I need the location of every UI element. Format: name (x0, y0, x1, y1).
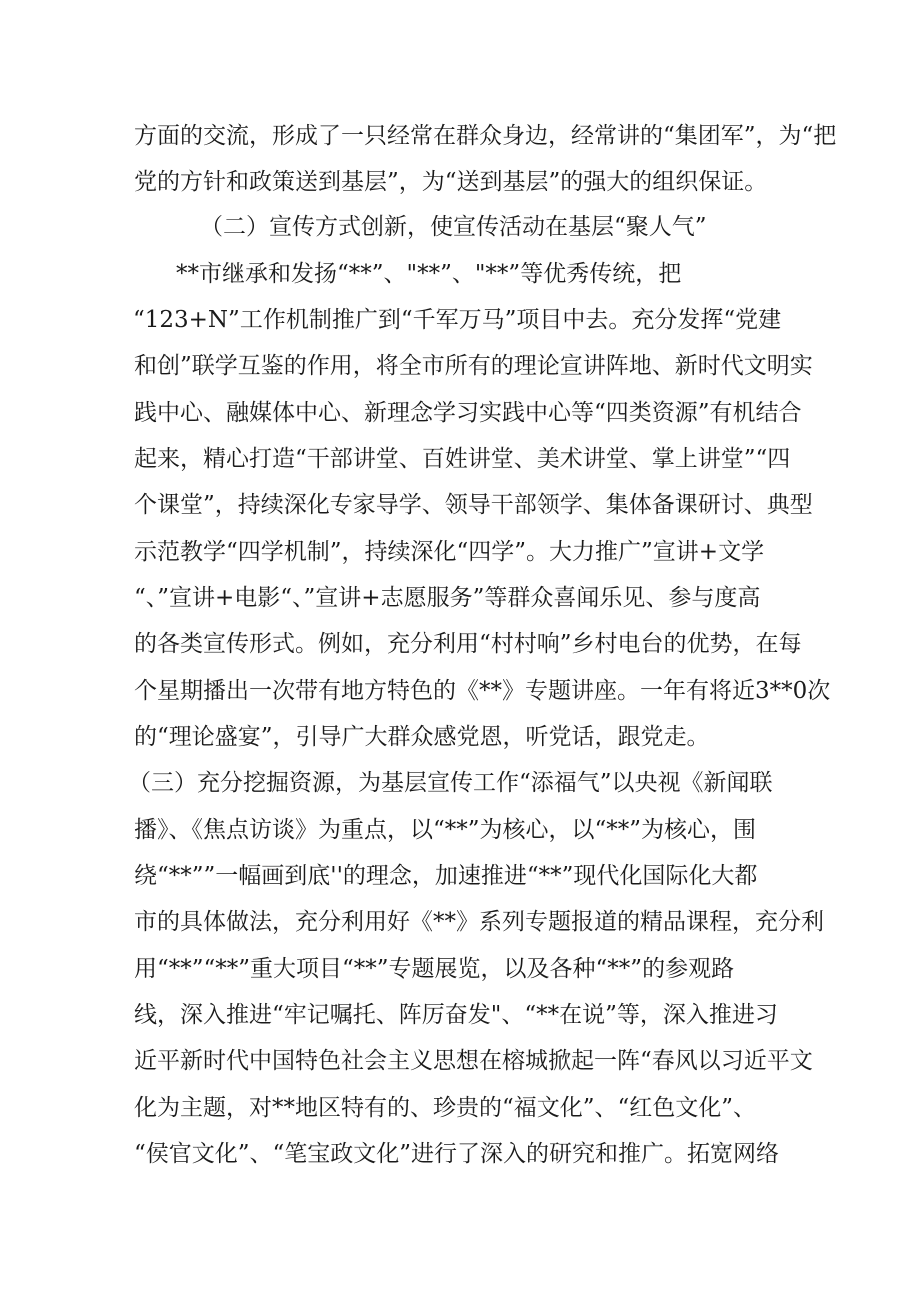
text-line-13: 个星期播出一次带有地方特色的《**》专题讲座。一年有将近3**0次 (134, 678, 831, 704)
text-line-22: 化为主题，对**地区特有的、珍贵的“福文化”、“红色文化”、 (134, 1095, 757, 1121)
text-line-19: 用“**”“**”重大项目“**”专题展览，以及各种“**”的参观路 (134, 956, 735, 982)
section-heading-3: （三）充分挖掘资源，为基层宣传工作“添福气”以央视《新闻联 (128, 770, 773, 796)
text-line-21: 近平新时代中国特色社会主义思想在榕城掀起一阵“春风以习近平文 (134, 1048, 813, 1074)
text-line-14: 的“理论盛宴”，引导广大群众感党恩，听党话，跟党走。 (134, 724, 710, 750)
text-line-11: “、”宣讲+电影“、”宣讲+志愿服务”等群众喜闻乐见、参与度高 (134, 585, 761, 611)
text-line-18: 市的具体做法，充分利用好《**》系列专题报道的精品课程，充分利 (134, 909, 824, 935)
text-line-16: 播》、《焦点访谈》为重点，以“**”为核心，以“**”为核心，围 (134, 817, 757, 843)
section-heading-2: （二）宣传方式创新，使宣传活动在基层“聚人气” (200, 214, 707, 240)
text-line-8: 起来，精心打造“干部讲堂、百姓讲堂、美术讲堂、掌上讲堂”“四 (134, 446, 791, 472)
text-line-4: **市继承和发扬“**”、"**”、"**”等优秀传统，把 (176, 261, 682, 287)
text-line-20: 线，深入推进“牢记嘱托、阵厉奋发"、“**在说”等，深入推进习 (134, 1002, 778, 1028)
text-line-23: “侯官文化”、“笔宝政文化”进行了深入的研究和推广。拓宽网络 (134, 1141, 780, 1167)
text-line-2: 党的方针和政策送到基层”，为“送到基层”的强大的组织保证。 (134, 169, 768, 195)
text-line-7: 践中心、融媒体中心、新理念学习实践中心等“四类资源”有机结合 (134, 400, 802, 426)
text-line-17: 绕“**””一幅画到底''的理念，加速推进“**”现代化国际化大都 (134, 863, 758, 889)
text-line-6: 和创”联学互鉴的作用，将全市所有的理论宣讲阵地、新时代文明实 (134, 353, 813, 379)
text-line-12: 的各类宣传形式。例如，充分利用“村村响”乡村电台的优势，在每 (134, 631, 802, 657)
text-line-9: 个课堂”，持续深化专家导学、领导干部领学、集体备课研讨、典型 (134, 492, 813, 518)
text-line-10: 示范教学“四学机制”，持续深化“四学”。大力推广”宣讲+文学 (134, 539, 765, 565)
text-line-1: 方面的交流，形成了一只经常在群众身边，经常讲的“集团军”，为“把 (134, 123, 837, 149)
text-line-5: “123+N”工作机制推广到“千军万马”项目中去。充分发挥“党建 (133, 307, 782, 333)
